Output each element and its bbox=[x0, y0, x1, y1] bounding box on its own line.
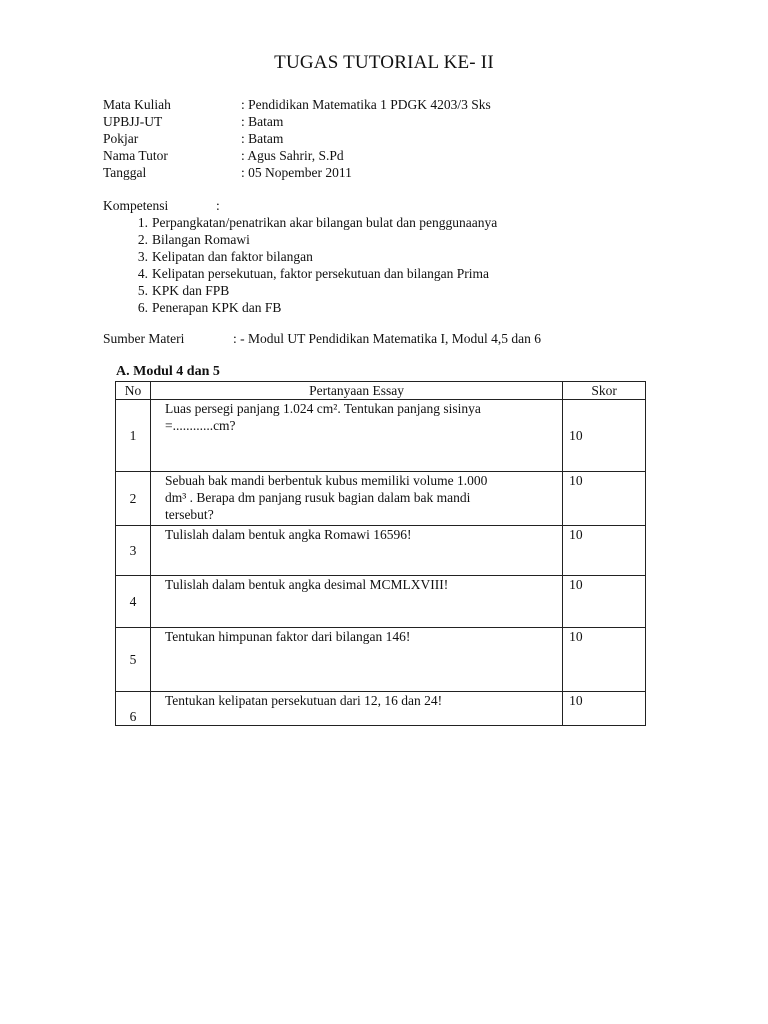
sumber-materi bbox=[103, 331, 541, 347]
row-number-text: 6 bbox=[129, 709, 137, 724]
list-text: Bilangan Romawi bbox=[152, 232, 250, 247]
info-value: : Pendidikan Matematika 1 PDGK 4203/3 Sks bbox=[241, 97, 491, 112]
list-number: 1. bbox=[137, 215, 148, 230]
row-score-text: 10 bbox=[569, 473, 583, 488]
info-label: Mata Kuliah bbox=[103, 97, 171, 112]
list-item bbox=[103, 265, 497, 282]
question-line: tersebut? bbox=[164, 507, 214, 522]
row-question bbox=[150, 576, 562, 628]
question-line: Tulislah dalam bentuk angka desimal MCMLXVIII! bbox=[164, 577, 449, 592]
info-row-tanggal bbox=[103, 164, 491, 181]
row-question bbox=[150, 472, 562, 526]
info-block bbox=[103, 96, 491, 181]
row-question bbox=[150, 526, 562, 576]
row-score-text: 10 bbox=[569, 693, 583, 708]
row-number bbox=[116, 576, 151, 628]
list-text: Kelipatan persekutuan, faktor persekutuan dan bilangan Prima bbox=[152, 266, 490, 281]
row-number bbox=[116, 472, 151, 526]
section-title: A. Modul 4 dan 5 bbox=[116, 364, 220, 379]
row-number-text: 1 bbox=[129, 428, 137, 443]
row-score bbox=[563, 628, 646, 692]
list-number: 6. bbox=[137, 300, 148, 315]
row-number bbox=[116, 526, 151, 576]
info-label: Tanggal bbox=[103, 165, 147, 180]
list-number: 5. bbox=[137, 283, 148, 298]
question-line: Tentukan himpunan faktor dari bilangan 146! bbox=[164, 629, 411, 644]
list-item bbox=[103, 282, 497, 299]
row-number bbox=[116, 628, 151, 692]
list-number: 2. bbox=[137, 232, 148, 247]
row-question bbox=[150, 628, 562, 692]
info-row-nama-tutor bbox=[103, 147, 491, 164]
question-line: Sebuah bak mandi berbentuk kubus memiliki volume 1.000 bbox=[164, 473, 488, 488]
list-text: Perpangkatan/penatrikan akar bilangan bulat dan penggunaanya bbox=[152, 215, 498, 230]
list-number: 3. bbox=[137, 249, 148, 264]
list-item bbox=[103, 214, 497, 231]
table-row bbox=[116, 692, 646, 726]
list-item bbox=[103, 231, 497, 248]
row-number-text: 4 bbox=[129, 594, 137, 609]
info-row-upbjj bbox=[103, 113, 491, 130]
table-row bbox=[116, 628, 646, 692]
essay-table bbox=[115, 381, 646, 726]
row-number bbox=[116, 400, 151, 472]
header-question: Pertanyaan Essay bbox=[150, 382, 562, 400]
list-item bbox=[103, 248, 497, 265]
table-row bbox=[116, 576, 646, 628]
list-text: Kelipatan dan faktor bilangan bbox=[152, 249, 313, 264]
question-line: Tentukan kelipatan persekutuan dari 12, 16 dan 24! bbox=[164, 693, 443, 708]
row-score bbox=[563, 692, 646, 726]
row-question bbox=[150, 692, 562, 726]
question-line: =............cm? bbox=[164, 418, 236, 433]
info-value: : Batam bbox=[241, 131, 284, 146]
row-score bbox=[563, 400, 646, 472]
kompetensi-list bbox=[103, 214, 497, 316]
list-number: 4. bbox=[137, 266, 148, 281]
info-value: : Batam bbox=[241, 114, 284, 129]
info-value: : 05 Nopember 2011 bbox=[241, 165, 352, 180]
list-text: Penerapan KPK dan FB bbox=[152, 300, 282, 315]
kompetensi-colon: : bbox=[216, 198, 220, 213]
kompetensi-label: Kompetensi bbox=[103, 198, 169, 213]
header-score: Skor bbox=[563, 382, 646, 400]
question-line: dm³ . Berapa dm panjang rusuk bagian dalam bak mandi bbox=[164, 490, 471, 505]
row-number bbox=[116, 692, 151, 726]
row-question bbox=[150, 400, 562, 472]
document-title: TUGAS TUTORIAL KE- II bbox=[274, 52, 494, 73]
row-score bbox=[563, 526, 646, 576]
sumber-label: Sumber Materi bbox=[103, 331, 185, 346]
info-row-mata-kuliah bbox=[103, 96, 491, 113]
table-row bbox=[116, 400, 646, 472]
question-line: Luas persegi panjang 1.024 cm². Tentukan panjang sisinya bbox=[164, 401, 481, 416]
question-line: Tulislah dalam bentuk angka Romawi 16596! bbox=[164, 527, 412, 542]
row-score-text: 10 bbox=[569, 527, 583, 542]
list-item bbox=[103, 299, 497, 316]
header-no: No bbox=[116, 382, 151, 400]
info-label: Nama Tutor bbox=[103, 148, 168, 163]
row-number-text: 5 bbox=[129, 652, 137, 667]
row-score bbox=[563, 472, 646, 526]
info-label: UPBJJ-UT bbox=[103, 114, 163, 129]
row-score-text: 10 bbox=[569, 428, 583, 443]
row-score-text: 10 bbox=[569, 629, 583, 644]
sumber-value: : - Modul UT Pendidikan Matematika I, Modul 4,5 dan 6 bbox=[233, 331, 541, 346]
kompetensi-block bbox=[103, 197, 497, 316]
row-score-text: 10 bbox=[569, 577, 583, 592]
info-label: Pokjar bbox=[103, 131, 139, 146]
list-text: KPK dan FPB bbox=[152, 283, 230, 298]
kompetensi-heading bbox=[103, 197, 497, 214]
info-row-pokjar bbox=[103, 130, 491, 147]
row-number-text: 2 bbox=[129, 491, 137, 506]
table-row bbox=[116, 472, 646, 526]
row-number-text: 3 bbox=[129, 543, 137, 558]
table-header-row bbox=[116, 382, 646, 400]
info-value: : Agus Sahrir, S.Pd bbox=[241, 148, 344, 163]
table-row bbox=[116, 526, 646, 576]
row-score bbox=[563, 576, 646, 628]
